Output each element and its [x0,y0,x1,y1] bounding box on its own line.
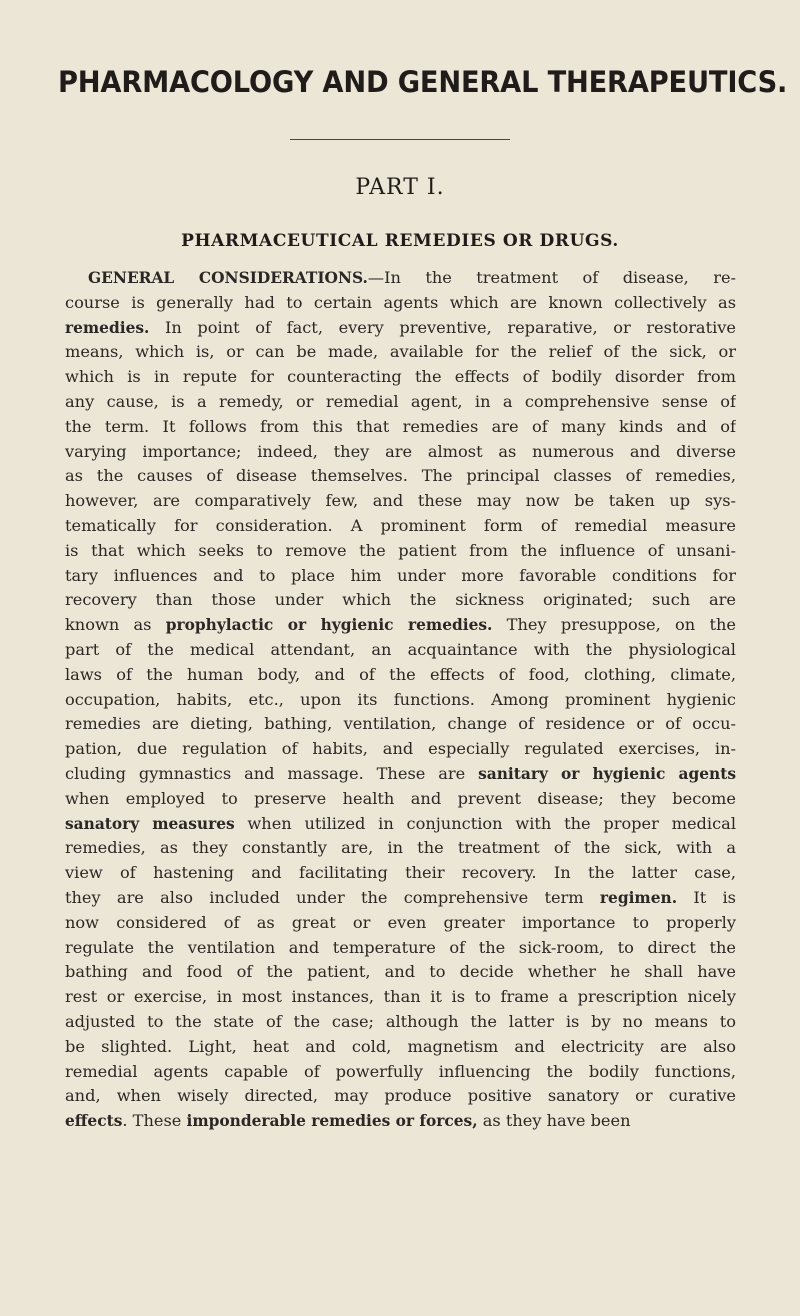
text-line [65,1084,736,1109]
text-line [65,1109,736,1134]
part-heading: PART I. [355,175,445,200]
text-line [65,936,736,961]
text-run: tematically for consideration. A prominent form of remedial measure [65,515,736,535]
text-run: adjusted to the state of the case; although the latter is by no means to [65,1011,736,1031]
text-line [65,564,736,589]
text-run: be slighted. Light, heat and cold, magnetism and electricity are also [65,1036,736,1056]
text-run: remedies are dieting, bathing, ventilation, change of residence or of occu- [65,714,736,734]
text-line [65,539,736,564]
text-run: which is in repute for counteracting the effects of bodily disorder from [65,367,736,387]
text-line [65,266,736,291]
text-run: remedies, as they constantly are, in the treatment of the sick, with a [65,838,736,858]
text-line [65,613,736,638]
text-line [65,663,736,688]
text-line [65,812,736,837]
text-run: remedial agents capable of powerfully influencing the bodily functions, [65,1061,736,1081]
text-line [65,514,736,539]
text-line [65,340,736,365]
bold-term: regimen. [599,888,678,907]
text-run: It is [677,887,736,907]
body-paragraph [65,266,736,1134]
text-line [65,1060,736,1085]
text-run: however, are comparatively few, and these may now be taken up sys- [65,491,736,511]
text-line [65,886,736,911]
text-line [65,737,736,762]
text-line [65,291,736,316]
text-line [65,365,736,390]
text-line [65,762,736,787]
text-line [65,316,736,341]
text-run: and, when wisely directed, may produce positive sanatory or curative [65,1086,736,1106]
text-run: as they have been [477,1111,631,1131]
text-run: They presuppose, on the [492,615,736,635]
text-run: known as [65,615,166,635]
text-line [65,588,736,613]
text-run: they are also included under the comprehensive term [65,887,600,907]
bold-term: imponderable remedies or forces, [186,1112,478,1131]
text-line [65,1010,736,1035]
text-run: view of hastening and facilitating their recovery. In the latter case, [65,863,736,883]
text-run: laws of the human body, and of the effects of food, clothing, climate, [65,664,736,684]
text-line [65,638,736,663]
text-run: —In the treatment of disease, re- [367,268,736,287]
page-title: PHARMACOLOGY AND GENERAL THERAPEUTICS. [58,65,788,99]
text-run: varying importance; indeed, they are almost as numerous and diverse [65,441,736,461]
text-run: bathing and food of the patient, and to decide whether he shall have [65,962,736,982]
text-run: course is generally had to certain agents which are known collectively as [65,292,736,312]
text-run: as the causes of disease themselves. The principal classes of remedies, [65,466,736,486]
text-line [65,415,736,440]
text-run: . These [122,1111,187,1131]
text-line [65,861,736,886]
bold-term: GENERAL CONSIDERATIONS. [88,269,368,287]
text-line [65,1035,736,1060]
text-run: when employed to preserve health and prevent disease; they become [65,788,736,808]
text-line [65,464,736,489]
text-run: when utilized in conjunction with the proper medical [234,813,736,833]
text-line [65,787,736,812]
text-run: the term. It follows from this that remedies are of many kinds and of [65,416,736,436]
text-run: recovery than those under which the sickness originated; such are [65,590,736,610]
text-run: occupation, habits, etc., upon its functions. Among prominent hygienic [65,689,736,709]
section-heading: PHARMACEUTICAL REMEDIES OR DRUGS. [181,231,619,251]
text-run: pation, due regulation of habits, and especially regulated exercises, in- [65,739,736,759]
text-line [65,985,736,1010]
bold-term: effects [65,1112,123,1131]
text-line [65,489,736,514]
text-line [65,712,736,737]
bold-term: sanatory measures [65,814,235,833]
bold-term: prophylactic or hygienic remedies. [165,616,493,635]
bold-term: remedies. [65,318,150,337]
text-run: rest or exercise, in most instances, than it is to frame a prescription nicely [65,987,736,1007]
text-run: cluding gymnastics and massage. These are [65,763,479,783]
text-run: any cause, is a remedy, or remedial agent, in a comprehensive sense of [65,391,736,411]
text-line [65,688,736,713]
text-run: part of the medical attendant, an acquaintance with the physiological [65,639,736,659]
bold-term: sanitary or hygienic agents [478,764,736,783]
text-run: tary influences and to place him under more favorable conditions for [65,565,736,585]
text-line [65,836,736,861]
text-run: is that which seeks to remove the patient from the influence of unsani- [65,540,736,560]
text-run: In point of fact, every preventive, reparative, or restorative [149,317,736,337]
text-line [65,390,736,415]
text-line [65,960,736,985]
title-divider [290,139,510,140]
text-run: regulate the ventilation and temperature of the sick-room, to direct the [65,937,736,957]
text-line [65,911,736,936]
text-run: means, which is, or can be made, available for the relief of the sick, or [65,342,736,362]
text-line [65,440,736,465]
text-run: now considered of as great or even greater importance to properly [65,912,736,932]
